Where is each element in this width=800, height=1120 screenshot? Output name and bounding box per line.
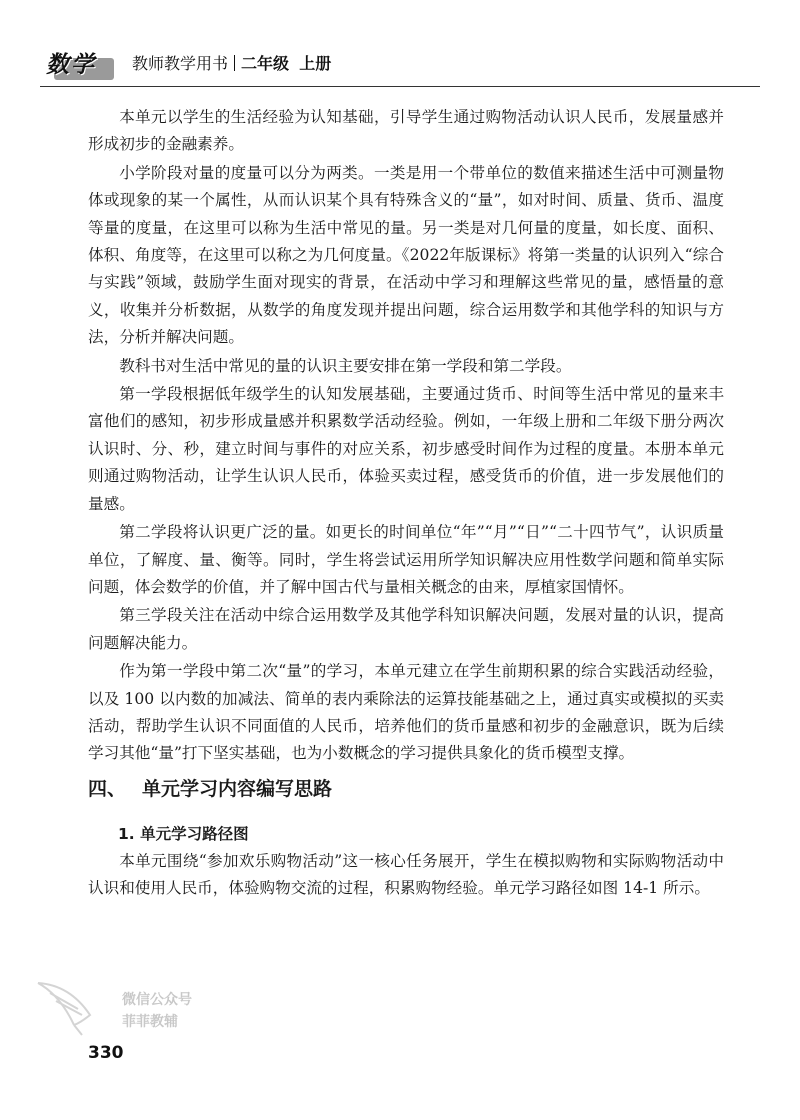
subsection-heading: 1. 单元学习路径图	[118, 825, 249, 843]
logo-text: 数学	[46, 52, 96, 78]
grade-label: 二年级	[241, 54, 290, 73]
body-text-2	[88, 848, 724, 904]
paragraph: 第三学段关注在活动中综合运用数学及其他学科知识解决问题，发展对量的认识，提高问题解决能力。	[88, 606, 724, 652]
math-logo	[46, 50, 124, 80]
header-separator	[234, 55, 235, 71]
section-heading	[88, 773, 332, 805]
paragraph: 第一学段根据低年级学生的认知发展基础，主要通过货币、时间等生活中常见的量来丰富他们的感知，初步形成量感并积累数学活动经验。例如，一年级上册和二年级下册分两次认识时、分、秒，建立时间与事件的对应关系，初步感受时间作为过程的度量。本册本单元则通过购物活动，让学生认识人民币，体验买卖过程，感受货币的价值，进一步发展他们的量感。	[88, 385, 724, 513]
paragraph: 作为第一学段中第二次“量”的学习，本单元建立在学生前期积累的综合实践活动经验，以及 100 以内数的加减法、简单的表内乘除法的运算技能基础之上，通过真实或模拟的买卖活动，帮助学生认识不同面值的人民币，培养他们的货币量感和初步的金融意识，既为后续学习其他“量”打下坚实基础，也为小数概念的学习提供具象化的货币模型支撑。	[88, 662, 724, 763]
section-title: 单元学习内容编写思路	[142, 778, 333, 800]
paragraph: 本单元围绕“参加欢乐购物活动”这一核心任务展开，学生在模拟购物和实际购物活动中认识和使用人民币，体验购物交流的过程，积累购物经验。单元学习路径如图 14-1 所示。	[88, 852, 724, 898]
volume-label: 上册	[299, 54, 332, 73]
body-text	[88, 104, 724, 769]
page-number: 330	[88, 1043, 124, 1063]
watermark-line2: 菲菲教辅	[122, 1014, 178, 1030]
watermark	[30, 975, 190, 1039]
section-number: 四、	[88, 778, 127, 800]
watermark-line1: 微信公众号	[122, 992, 192, 1008]
paragraph: 教科书对生活中常见的量的认识主要安排在第一学段和第二学段。	[119, 356, 572, 375]
paragraph: 小学阶段对量的度量可以分为两类。一类是用一个带单位的数值来描述生活中可测量物体或现象的某一个属性，从而认识某个具有特殊含义的“量”，如对时间、质量、货币、温度等量的度量，在这里可以称为生活中常见的量。另一类是对几何量的度量，如长度、面积、体积、角度等，在这里可以称之为几何度量。《2022年版课标》将第一类量的认识列入“综合与实践”领域，鼓励学生面对现实的背景，在活动中学习和理解这些常见的量，感悟量的意义，收集并分析数据，从数学的角度发现并提出问题，综合运用数学和其他学科的知识与方法，分析并解决问题。	[88, 163, 724, 347]
header-rule	[40, 86, 760, 87]
paragraph: 本单元以学生的生活经验为认知基础，引导学生通过购物活动认识人民币，发展量感并形成初步的金融素养。	[88, 108, 724, 154]
feather-watermark-icon	[30, 975, 122, 1039]
book-title: 教师教学用书	[132, 54, 229, 73]
paragraph: 第二学段将认识更广泛的量。如更长的时间单位“年”“月”“日”“二十四节气”，认识质量单位，了解度、量、衡等。同时，学生将尝试运用所学知识解决应用性数学问题和简单实际问题，体会数学的价值，并了解中国古代与量相关概念的由来，厚植家国情怀。	[88, 523, 724, 596]
page-header	[40, 46, 760, 86]
header-title	[132, 52, 331, 76]
